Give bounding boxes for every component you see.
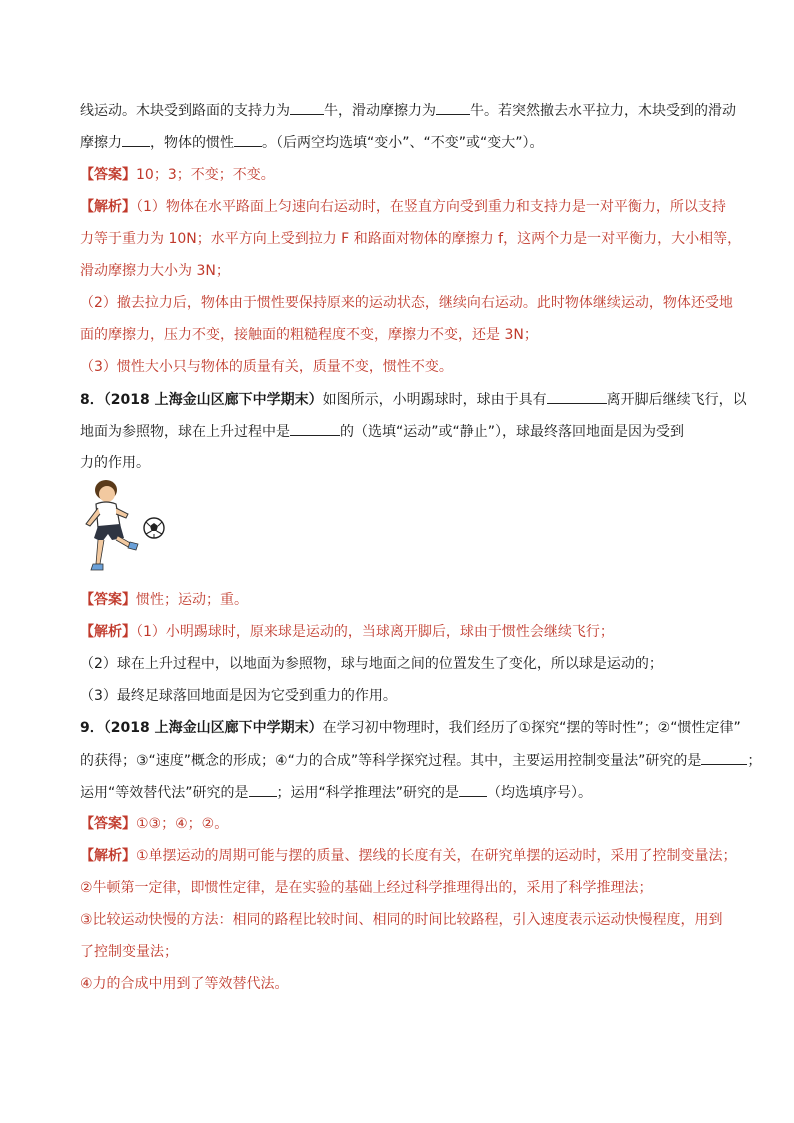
analysis-text: ④力的合成中用到了等效替代法。 [80, 976, 289, 992]
analysis-text: （3）最终足球落回地面是因为它受到重力的作用。 [80, 688, 397, 704]
analysis-text: ③比较运动快慢的方法：相同的路程比较时间、相同的时间比较路程，引入速度表示运动快慢程度，用到 [80, 912, 723, 928]
blank [290, 100, 324, 115]
analysis-text: （2）球在上升过程中，以地面为参照物，球与地面之间的位置发生了变化，所以球是运动的； [80, 656, 663, 672]
analysis-text: ②牛顿第一定律，即惯性定律，是在实验的基础上经过科学推理得出的，采用了科学推理法； [80, 880, 653, 896]
analysis-text: 力等于重力为 10N；水平方向上受到拉力 F 和路面对物体的摩擦力 f，这两个力是一对平衡力，大小相等， [80, 231, 742, 247]
q7-text: 牛。若突然撤去水平拉力，木块受到的滑动 [470, 103, 736, 119]
blank [436, 100, 470, 115]
q9-text: ； [747, 753, 762, 769]
q9-text: 在学习初中物理时，我们经历了①探究“摆的等时性”；②“惯性定律” [322, 720, 741, 736]
q8-line-1 [80, 389, 747, 410]
answer-text: ①③；④；②。 [136, 816, 229, 832]
answer-tag: 【答案】 [80, 816, 136, 832]
q9-analysis-1 [80, 846, 737, 866]
q9-line-3 [80, 782, 720, 803]
question-source: （2018 上海金山区廊下中学期末） [103, 720, 323, 736]
q7-analysis-1 [80, 197, 726, 217]
q9-text: ；运用“科学推理法”研究的是 [276, 785, 460, 801]
analysis-text: （1）小明踢球时，原来球是运动的，当球离开脚后，球由于惯性会继续飞行； [136, 624, 614, 640]
analysis-text: 面的摩擦力，压力不变，接触面的粗糙程度不变，摩擦力不变，还是 3N； [80, 327, 538, 343]
question-source: （2018 上海金山区廊下中学期末） [103, 392, 323, 408]
q7-text: 摩擦力 [80, 135, 122, 151]
analysis-text: （3）惯性大小只与物体的质量有关，质量不变，惯性不变。 [80, 359, 453, 375]
analysis-tag: 【解析】 [80, 199, 136, 215]
shoe-left [91, 564, 103, 570]
analysis-text: （2）撤去拉力后，物体由于惯性要保持原来的运动状态，继续向右运动。此时物体继续运动，物体还受地 [80, 295, 733, 311]
leg-standing [96, 540, 104, 564]
q8-answer [80, 590, 720, 610]
blank [290, 421, 340, 436]
q9-text: 的获得；③“速度”概念的形成；④“力的合成”等科学探究过程。其中，主要运用控制变量法”研究的是 [80, 753, 702, 769]
boy-kicking-ball-illustration [76, 478, 168, 578]
q8-line-2 [80, 421, 720, 442]
q9-line-1 [80, 718, 741, 738]
blank [701, 750, 747, 765]
q7-text: 线运动。木块受到路面的支持力为 [80, 103, 290, 119]
blank [234, 132, 262, 147]
q9-text: （均选填序号）。 [487, 785, 593, 801]
q7-text: 。（后两空均选填“变小”、“不变”或“变大”）。 [262, 135, 544, 151]
q8-text: 如图所示，小明踢球时，球由于具有 [322, 392, 547, 408]
blank [249, 782, 277, 797]
analysis-text: 滑动摩擦力大小为 3N； [80, 263, 230, 279]
q8-text: 地面为参照物，球在上升过程中是 [80, 424, 290, 440]
q8-text: 的（选填“运动”或“静止”），球最终落回地面是因为受到 [340, 424, 685, 440]
blank [547, 389, 607, 404]
answer-tag: 【答案】 [80, 167, 136, 183]
blank [122, 132, 150, 147]
q7-text: 牛，滑动摩擦力为 [324, 103, 436, 119]
q7-answer [80, 165, 720, 185]
analysis-tag: 【解析】 [80, 848, 136, 864]
q8-text: 离开脚后继续飞行，以 [606, 392, 747, 408]
analysis-text: （1）物体在水平路面上匀速向右运动时，在竖直方向受到重力和支持力是一对平衡力，所以支持 [136, 199, 726, 215]
q8-analysis-1 [80, 622, 720, 642]
soccer-ball-icon [144, 518, 164, 538]
q7-text: ，物体的惯性 [150, 135, 234, 151]
analysis-text: 了控制变量法； [80, 944, 178, 960]
q9-text: 运用“等效替代法”研究的是 [80, 785, 249, 801]
q7-line-2 [80, 132, 720, 153]
analysis-text: ①单摆运动的周期可能与摆的质量、摆线的长度有关，在研究单摆的运动时，采用了控制变量法； [136, 848, 737, 864]
q9-answer [80, 814, 720, 834]
answer-text: 10；3；不变；不变。 [136, 167, 275, 183]
question-number: 9． [80, 720, 104, 736]
q7-line-1 [80, 100, 736, 121]
analysis-tag: 【解析】 [80, 624, 136, 640]
blank [459, 782, 487, 797]
question-number: 8． [80, 392, 104, 408]
face [99, 486, 115, 502]
answer-text: 惯性；运动；重。 [136, 592, 248, 608]
answer-tag: 【答案】 [80, 592, 136, 608]
q8-text: 力的作用。 [80, 455, 150, 471]
q9-line-2 [80, 750, 762, 771]
shoe-right [128, 542, 138, 550]
